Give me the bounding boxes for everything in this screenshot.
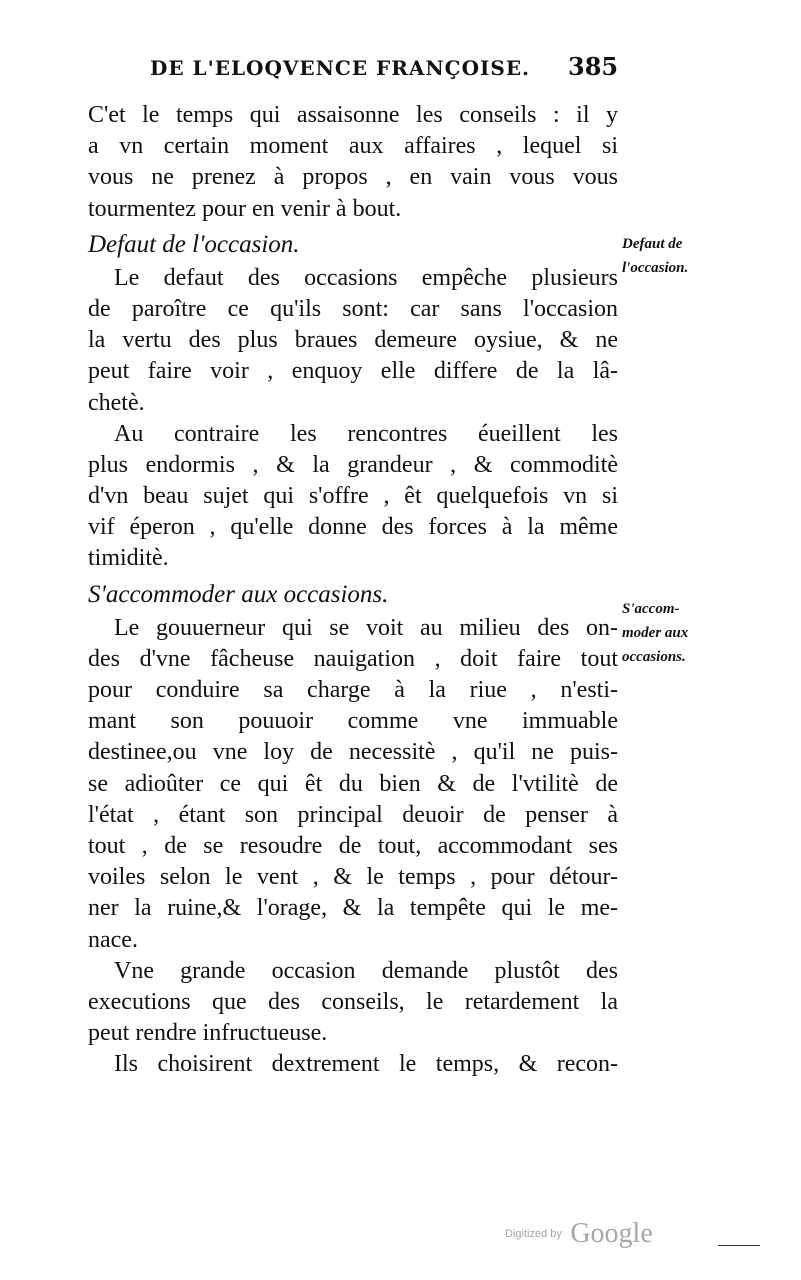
marginal-line: Defaut de xyxy=(622,236,683,252)
text-line: chetè. xyxy=(88,389,145,416)
text-line: destinee,ou vne loy de necessitè , qu'il ne puis- xyxy=(88,739,618,766)
watermark-brand: Google xyxy=(570,1218,653,1249)
marginal-note-defaut xyxy=(622,232,688,280)
text-line: tourmentez pour en venir à bout. xyxy=(88,195,402,222)
text-line: vif éperon , qu'elle donne des forces à la même xyxy=(88,514,618,541)
marginal-line: l'occasion. xyxy=(622,260,689,276)
text-line: timiditè. xyxy=(88,545,169,572)
text-line: peut rendre infructueuse. xyxy=(88,1020,328,1047)
marginal-line: moder aux xyxy=(622,625,689,641)
text-line: Ils choisirent dextrement le temps, & recon- xyxy=(114,1051,618,1078)
text-line: peut faire voir , enquoy elle differe de la lâ- xyxy=(88,358,618,385)
text-line: Le defaut des occasions empêche plusieurs xyxy=(114,264,618,291)
text-line: nace. xyxy=(88,926,138,953)
text-line: C'et le temps qui assaisonne les conseils : il y xyxy=(88,102,618,128)
text-line: tout , de se resoudre de tout, accommodant ses xyxy=(88,832,618,859)
text-line: executions que des conseils, le retardement la xyxy=(88,988,618,1015)
text-line: Vne grande occasion demande plustôt des xyxy=(114,957,618,984)
section-heading-accommoder: S'accommoder aux occasions. xyxy=(88,580,389,608)
text-line: d'vn beau sujet qui s'offre , êt quelquefois vn si xyxy=(88,483,618,510)
text-line: Au contraire les rencontres éueillent les xyxy=(114,420,618,447)
text-line: ner la ruine,& l'orage, & la tempête qui le me- xyxy=(88,895,618,922)
text-line: la vertu des plus braues demeure oysiue, & ne xyxy=(88,327,618,354)
page-number: 385 xyxy=(568,52,619,81)
text-line: l'état , étant son principal deuoir de penser à xyxy=(88,801,618,828)
text-line: vous ne prenez à propos , en vain vous vous xyxy=(88,164,618,191)
text-line: mant son pouuoir comme vne immuable xyxy=(88,708,618,735)
text-line: Le gouuerneur qui se voit au milieu des on- xyxy=(114,614,618,641)
text-line: a vn certain moment aux affaires , lequel si xyxy=(88,133,618,160)
text-line: des d'vne fâcheuse nauigation , doit faire tout xyxy=(88,645,618,672)
text-line: se adioûter ce qui êt du bien & de l'vtilitè de xyxy=(88,770,618,797)
marginal-line: S'accom- xyxy=(622,601,680,617)
watermark-prefix: Digitized by xyxy=(505,1228,562,1240)
text-line: de paroître ce qu'ils sont: car sans l'occasion xyxy=(88,295,618,322)
digitized-watermark xyxy=(505,1218,653,1250)
section-heading-defaut: Defaut de l'occasion. xyxy=(88,230,300,258)
footer-rule xyxy=(718,1245,760,1246)
running-title: DE L'ELOQVENCE FRANÇOISE. xyxy=(150,56,531,80)
marginal-note-accommoder xyxy=(622,597,688,669)
text-line: voiles selon le vent , & le temps , pour détour- xyxy=(88,864,618,891)
main-text xyxy=(88,100,618,1080)
text-line: pour conduire sa charge à la riue , n'esti- xyxy=(88,677,618,703)
marginal-line: occasions. xyxy=(622,649,686,665)
text-line: plus endormis , & la grandeur , & commoditè xyxy=(88,451,618,478)
